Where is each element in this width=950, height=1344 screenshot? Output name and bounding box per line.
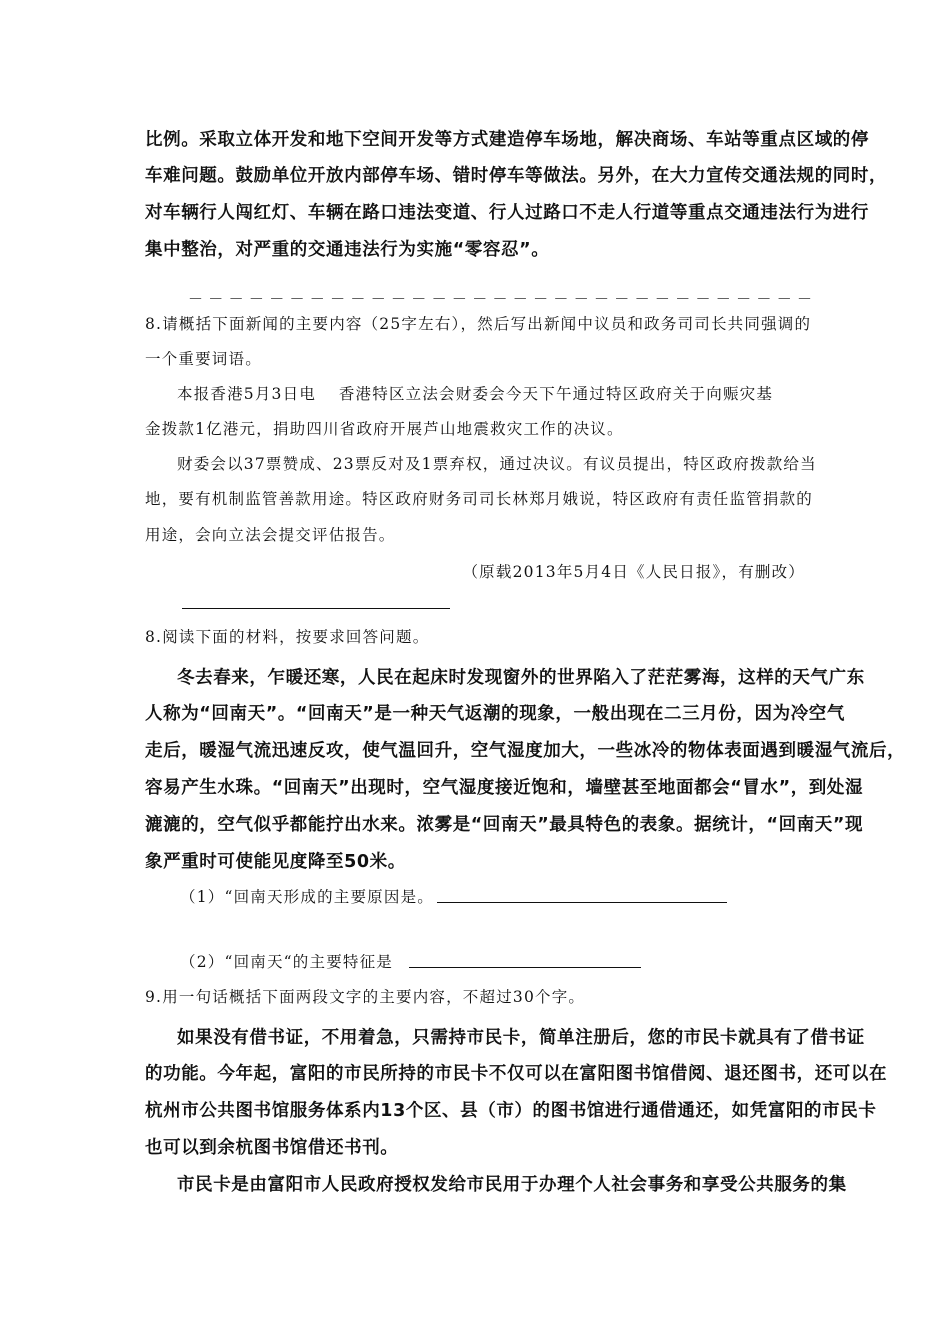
question-prompt: 9.用一句话概括下面两段文字的主要内容，不超过30个字。 — [145, 988, 586, 1006]
material-line: 如果没有借书证，不用着急，只需持市民卡，简单注册后，您的市民卡就具有了借书证 — [177, 1028, 865, 1048]
material-line: 冬去春来，乍暖还寒，人民在起床时发现窗外的世界陷入了茫茫雾海，这样的天气广东 — [177, 668, 865, 688]
news-source: （原载2013年5月4日《人民日报》，有删改） — [462, 563, 805, 581]
news-paragraph-line: 金拨款1亿港元，捐助四川省政府开展芦山地震救灾工作的决议。 — [145, 420, 624, 438]
material-line: 杭州市公共图书馆服务体系内13个区、县（市）的图书馆进行通借通还，如凭富阳的市民卡 — [145, 1101, 877, 1121]
passage-line: 车难问题。鼓励单位开放内部停车场、错时停车等做法。另外，在大力宣传交通法规的同时， — [145, 166, 888, 186]
question-prompt: 8.请概括下面新闻的主要内容（25字左右），然后写出新闻中议员和政务司司长共同强调的 — [145, 315, 812, 333]
passage-line: 集中整治，对严重的交通违法行为实施“零容忍”。 — [145, 240, 550, 260]
passage-line: 对车辆行人闯红灯、车辆在路口违法变道、行人过路口不走人行道等重点交通违法行为进行 — [145, 203, 869, 223]
sub-question-2: （2）“回南天“的主要特征是 — [180, 953, 394, 971]
question-prompt: 一个重要词语。 — [145, 350, 262, 368]
news-paragraph-line: 财委会以37票赞成、23票反对及1票弃权，通过决议。有议员提出，特区政府拨款给当 — [177, 455, 817, 473]
material-line: 容易产生水珠。“回南天”出现时，空气湿度接近饱和，墙壁甚至地面都会“冒水”，到处湿 — [145, 778, 864, 798]
passage-line: 比例。采取立体开发和地下空间开发等方式建造停车场地，解决商场、车站等重点区域的停 — [145, 130, 869, 150]
question-prompt: 8.阅读下面的材料，按要求回答问题。 — [145, 628, 430, 646]
material-line: 市民卡是由富阳市人民政府授权发给市民用于办理个人社会事务和享受公共服务的集 — [177, 1175, 847, 1195]
answer-line — [437, 902, 727, 903]
news-paragraph-line: 本报香港5月3日电 香港特区立法会财委会今天下午通过特区政府关于向赈灾基 — [177, 385, 774, 403]
material-line: 象严重时可使能见度降至50米。 — [145, 852, 406, 872]
material-line: 的功能。今年起，富阳的市民所持的市民卡不仅可以在富阳图书馆借阅、退还图书，还可以在 — [145, 1064, 888, 1084]
news-paragraph-line: 地，要有机制监管善款用途。特区政府财务司司长林郑月娥说，特区政府有责任监管捐款的 — [145, 490, 814, 508]
material-line: 也可以到余杭图书馆借还书刊。 — [145, 1138, 399, 1158]
material-line: 走后，暖湿气流迅速反攻，使气温回升，空气湿度加大，一些冰冷的物体表面遇到暖湿气流后， — [145, 741, 906, 761]
sub-question-1: （1）“回南天形成的主要原因是。 — [180, 888, 434, 906]
news-paragraph-line: 用途，会向立法会提交评估报告。 — [145, 526, 396, 544]
answer-dashed-line: －－－－－－－－－－－－－－－－－－－－－－－－－－－－－－－ — [188, 290, 818, 308]
answer-line — [409, 967, 641, 968]
answer-line — [182, 608, 450, 609]
material-line: 漉漉的，空气似乎都能拧出水来。浓雾是“回南天”最具特色的表象。据统计，“回南天”现 — [145, 815, 864, 835]
material-line: 人称为“回南天”。“回南天”是一种天气返潮的现象，一般出现在二三月份，因为冷空气 — [145, 704, 846, 724]
